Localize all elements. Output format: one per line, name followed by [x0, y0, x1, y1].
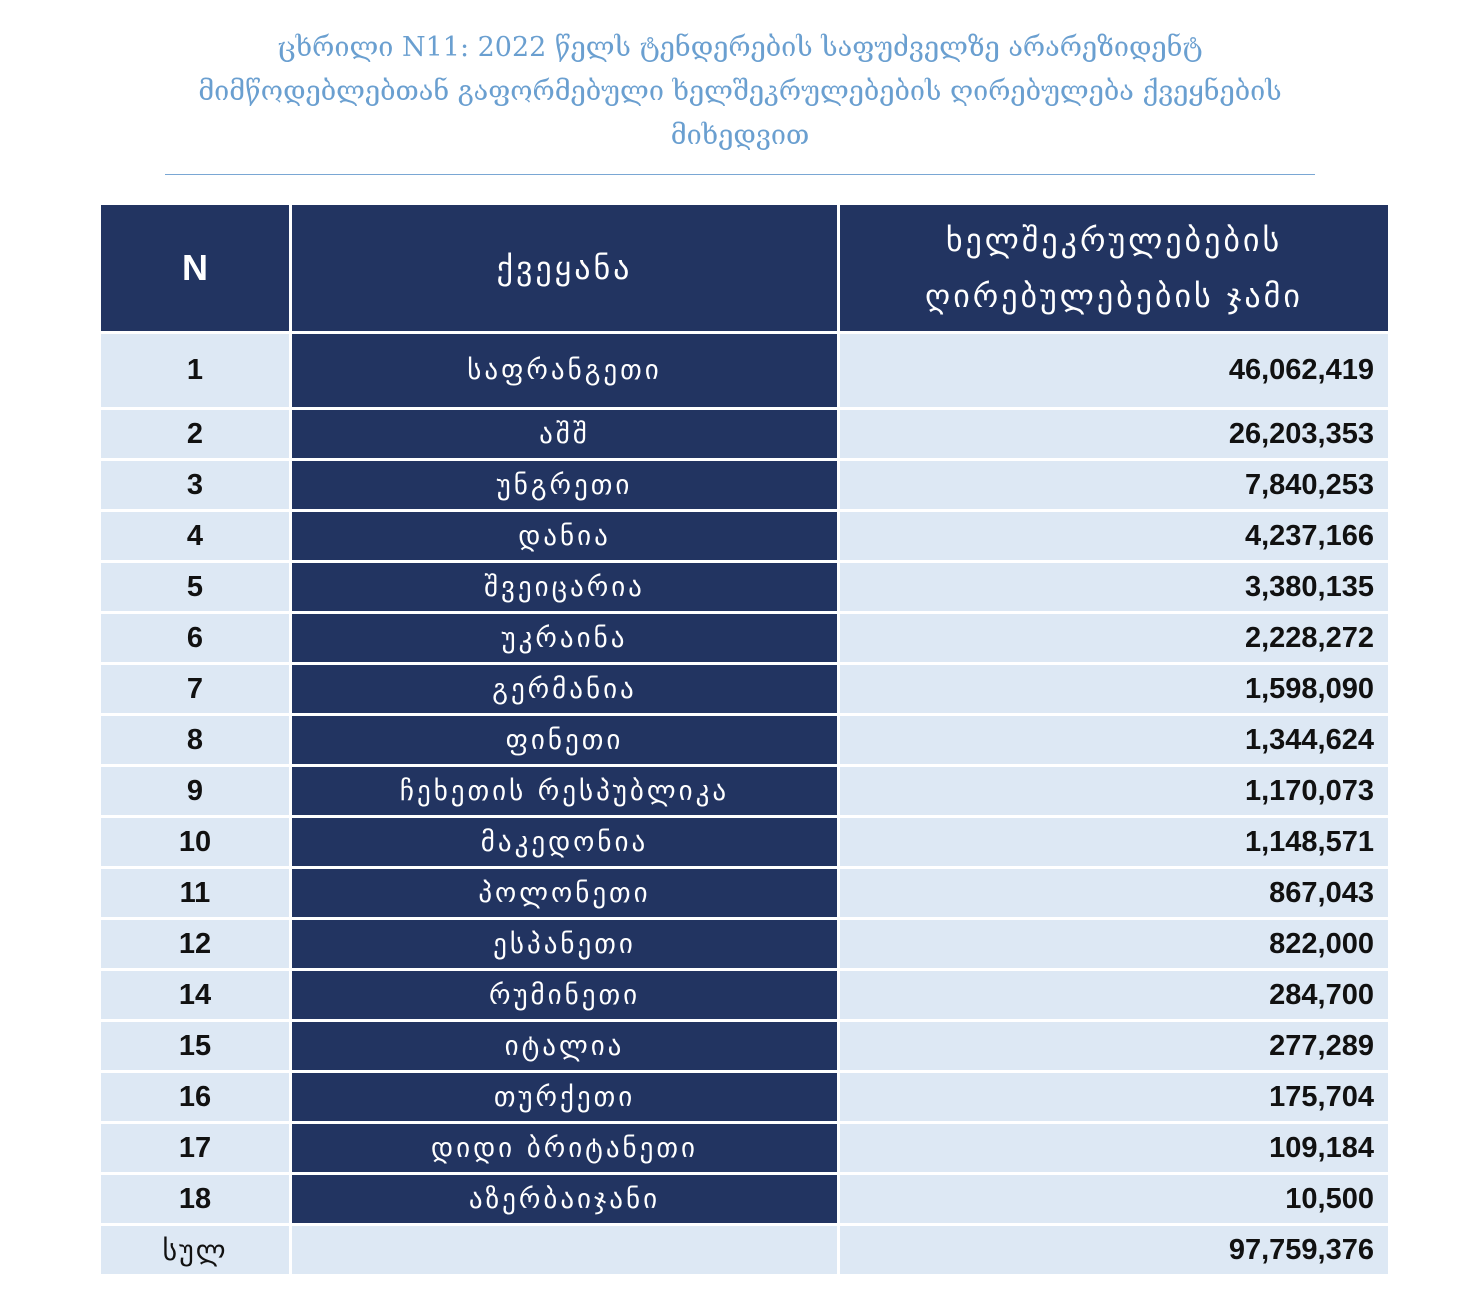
table-row: [101, 1175, 1388, 1223]
row-country: ფინეთი: [292, 716, 837, 764]
row-number: 12: [101, 920, 289, 968]
table-row: [101, 716, 1388, 764]
table-row: [101, 334, 1388, 407]
row-number: 2: [101, 410, 289, 458]
row-country: შვეიცარია: [292, 563, 837, 611]
row-country: თურქეთი: [292, 1073, 837, 1121]
total-row: [101, 1226, 1388, 1274]
row-value: 2,228,272: [840, 614, 1388, 662]
table-row: [101, 767, 1388, 815]
header-n-label: N: [182, 247, 208, 288]
row-number: 17: [101, 1124, 289, 1172]
row-number: 9: [101, 767, 289, 815]
row-country: საფრანგეთი: [292, 334, 837, 407]
table-header: [101, 205, 1388, 331]
header-cell-n: [101, 205, 289, 331]
row-number: 5: [101, 563, 289, 611]
table-title-line-1: ცხრილი N11: 2022 წელს ტენდერების საფუძველზე არარეზიდენტ: [277, 32, 1203, 63]
total-value: 97,759,376: [840, 1226, 1388, 1274]
row-value: 1,598,090: [840, 665, 1388, 713]
row-number: 15: [101, 1022, 289, 1070]
table-row: [101, 665, 1388, 713]
row-value: 867,043: [840, 869, 1388, 917]
header-value-label-line-1: ხელშეკრულებების: [945, 221, 1283, 259]
row-country: იტალია: [292, 1022, 837, 1070]
row-value: 26,203,353: [840, 410, 1388, 458]
row-number: 7: [101, 665, 289, 713]
header-row: [101, 205, 1388, 331]
row-number: 11: [101, 869, 289, 917]
total-label: სულ: [101, 1226, 289, 1274]
header-cell-value: [840, 205, 1388, 331]
table-row: [101, 461, 1388, 509]
row-country: გერმანია: [292, 665, 837, 713]
table-row: [101, 869, 1388, 917]
row-value: 7,840,253: [840, 461, 1388, 509]
table-row: [101, 614, 1388, 662]
row-number: 10: [101, 818, 289, 866]
row-value: 1,170,073: [840, 767, 1388, 815]
row-country: უნგრეთი: [292, 461, 837, 509]
total-empty-cell: [292, 1226, 837, 1274]
row-country: ესპანეთი: [292, 920, 837, 968]
row-country: დიდი ბრიტანეთი: [292, 1124, 837, 1172]
header-value-label-line-2: ღირებულებების ჯამი: [925, 277, 1303, 315]
row-country: აშშ: [292, 410, 837, 458]
table-row: [101, 818, 1388, 866]
row-number: 16: [101, 1073, 289, 1121]
row-value: 10,500: [840, 1175, 1388, 1223]
table-row: [101, 410, 1388, 458]
table-title-line-3: მიხედვით: [670, 120, 810, 151]
table-title: [120, 26, 1360, 158]
row-country: უკრაინა: [292, 614, 837, 662]
table-row: [101, 1022, 1388, 1070]
table-row: [101, 971, 1388, 1019]
row-value: 1,148,571: [840, 818, 1388, 866]
row-value: 46,062,419: [840, 334, 1388, 407]
row-country: პოლონეთი: [292, 869, 837, 917]
header-country-label: ქვეყანა: [496, 249, 633, 287]
row-value: 4,237,166: [840, 512, 1388, 560]
row-value: 822,000: [840, 920, 1388, 968]
row-country: ჩეხეთის რესპუბლიკა: [292, 767, 837, 815]
row-value: 277,289: [840, 1022, 1388, 1070]
row-number: 14: [101, 971, 289, 1019]
row-country: მაკედონია: [292, 818, 837, 866]
row-value: 175,704: [840, 1073, 1388, 1121]
row-value: 284,700: [840, 971, 1388, 1019]
contracts-table: [98, 202, 1391, 1277]
row-number: 18: [101, 1175, 289, 1223]
row-number: 4: [101, 512, 289, 560]
row-value: 109,184: [840, 1124, 1388, 1172]
table-row: [101, 512, 1388, 560]
row-number: 3: [101, 461, 289, 509]
table-row: [101, 1124, 1388, 1172]
table-row: [101, 1073, 1388, 1121]
row-number: 1: [101, 334, 289, 407]
table-row: [101, 920, 1388, 968]
row-country: აზერბაიჯანი: [292, 1175, 837, 1223]
row-country: რუმინეთი: [292, 971, 837, 1019]
header-cell-country: [292, 205, 837, 331]
table-title-line-2: მიმწოდებლებთან გაფორმებული ხელშეკრულებების ღირებულება ქვეყნების: [198, 76, 1282, 107]
row-number: 8: [101, 716, 289, 764]
row-country: დანია: [292, 512, 837, 560]
row-number: 6: [101, 614, 289, 662]
row-value: 3,380,135: [840, 563, 1388, 611]
title-divider: [165, 174, 1315, 175]
table-row: [101, 563, 1388, 611]
row-value: 1,344,624: [840, 716, 1388, 764]
table-body: [101, 334, 1388, 1274]
